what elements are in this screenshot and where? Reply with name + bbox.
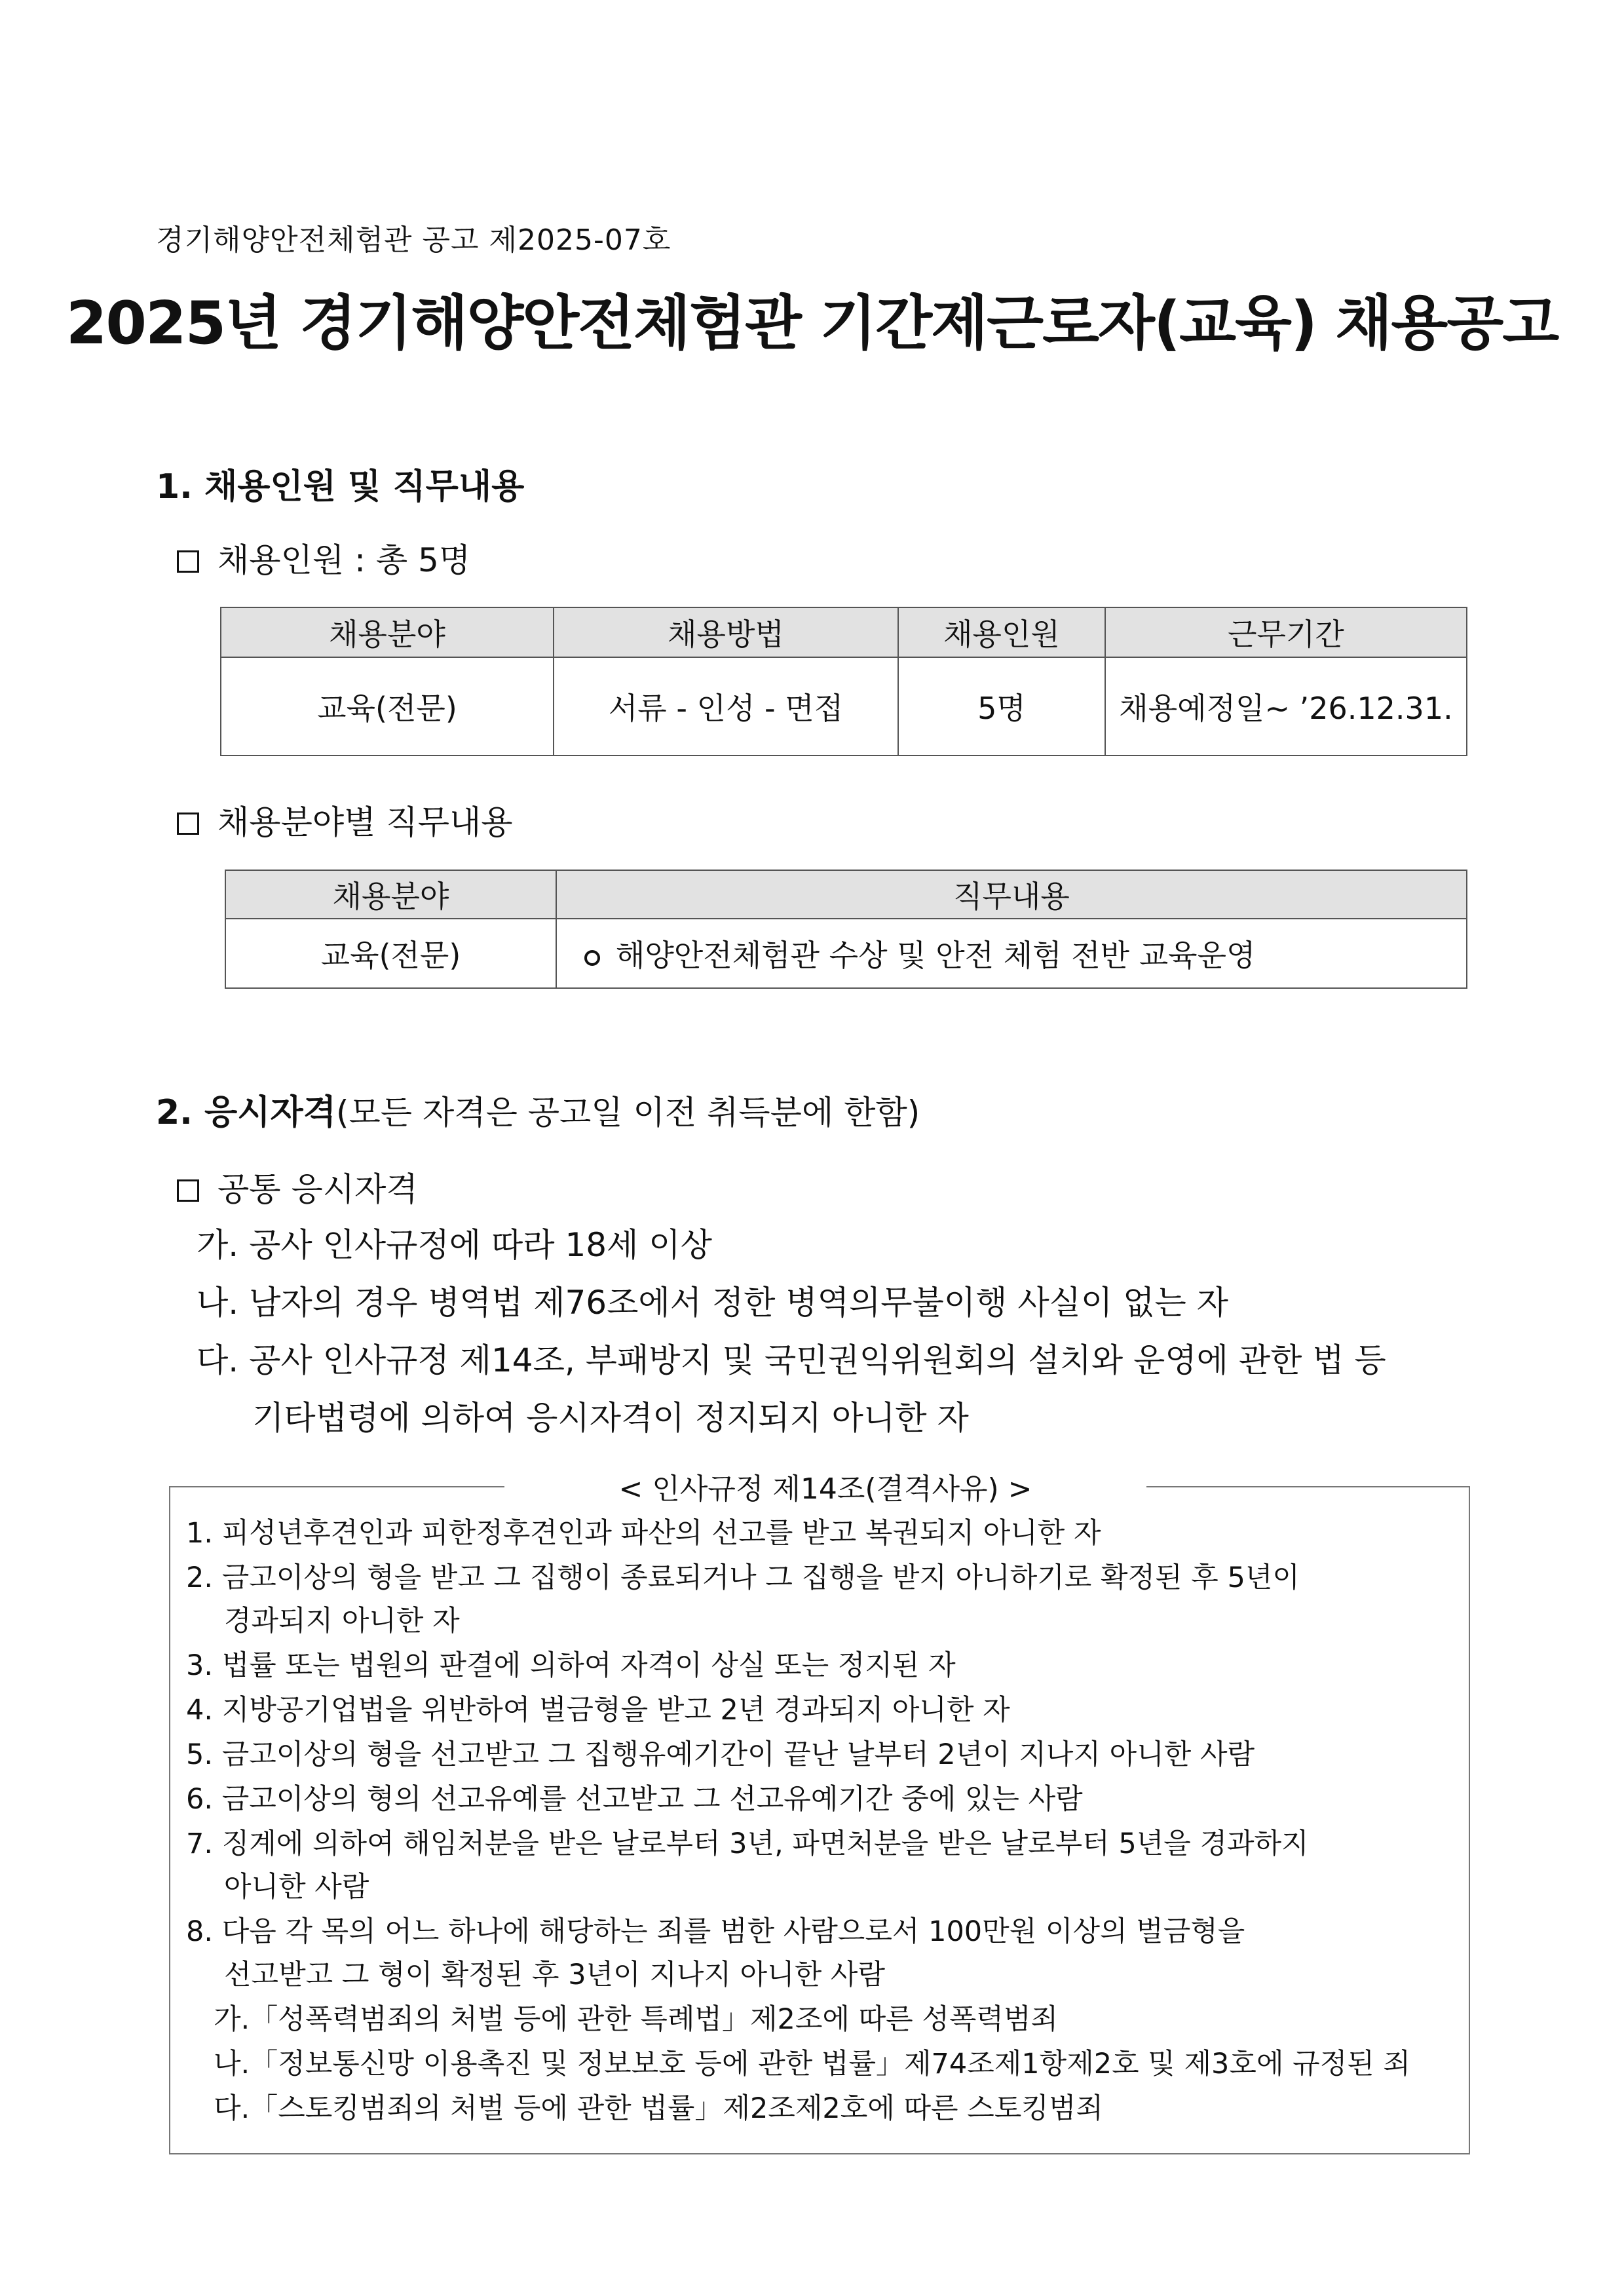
table-row	[225, 919, 1467, 988]
checkbox-square-icon	[177, 1179, 199, 1202]
table-header-row	[221, 607, 1467, 657]
table-cell: 5명	[898, 657, 1105, 756]
table-cell: 서류 - 인성 - 면접	[554, 657, 898, 756]
table-header-row	[225, 870, 1467, 919]
disqualification-item: 8. 다음 각 목의 어느 하나에 해당하는 죄를 범한 사람으로서 100만원 이상의 벌금형을	[186, 1915, 1245, 1948]
common-qualification-label: 공통 응시자격	[217, 1170, 418, 1208]
disqualification-box-title: < 인사규정 제14조(결격사유) >	[504, 1465, 1146, 1507]
disqualification-item-continued: 경과되지 아니한 자	[224, 1605, 460, 1637]
notice-number: 경기해양안전체험관 공고 제2025-07호	[156, 223, 671, 257]
section2-note: (모든 자격은 공고일 이전 취득분에 한함)	[335, 1094, 920, 1132]
table-cell: 채용예정일~ ’26.12.31.	[1105, 657, 1467, 756]
disqualification-subitem: 나.「정보통신망 이용촉진 및 정보보호 등에 관한 법률」제74조제1항제2호 및 제3호에 규정된 죄	[214, 2048, 1410, 2080]
section1-heading: 1. 채용인원 및 직무내용	[156, 467, 525, 507]
disqualification-item: 4. 지방공기업법을 위반하여 벌금형을 받고 2년 경과되지 아니한 자	[186, 1694, 1010, 1727]
table-header: 근무기간	[1105, 607, 1467, 657]
table-header: 채용분야	[221, 607, 554, 657]
disqualification-item: 7. 징계에 의하여 해임처분을 받은 날로부터 3년, 파면처분을 받은 날로부터 5년을 경과하지	[186, 1827, 1309, 1860]
section2-sub-common	[177, 1163, 418, 1210]
table-cell: 교육(전문)	[225, 919, 556, 988]
table-header: 채용방법	[554, 607, 898, 657]
disqualification-item: 6. 금고이상의 형의 선고유예를 선고받고 그 선고유예기간 중에 있는 사람	[186, 1783, 1083, 1816]
section1-sub-headcount	[177, 534, 470, 581]
headcount-label: 채용인원 : 총 5명	[217, 541, 471, 579]
table-row	[221, 657, 1467, 756]
disqualification-item: 2. 금고이상의 형을 받고 그 집행이 종료되거나 그 집행을 받지 아니하기로 확정된 후 5년이	[186, 1561, 1300, 1594]
table-header: 채용인원	[898, 607, 1105, 657]
checkbox-square-icon	[177, 550, 199, 573]
circle-bullet-icon	[584, 950, 600, 966]
qualification-item: 다. 공사 인사규정 제14조, 부패방지 및 국민권익위원회의 설치와 운영에 관한 법 등	[197, 1341, 1386, 1379]
duties-label: 채용분야별 직무내용	[217, 803, 513, 841]
disqualification-item: 3. 법률 또는 법원의 판결에 의하여 자격이 상실 또는 정지된 자	[186, 1649, 956, 1682]
disqualification-item-continued: 아니한 사람	[224, 1871, 369, 1904]
disqualification-item-continued: 선고받고 그 형이 확정된 후 3년이 지나지 아니한 사람	[224, 1959, 886, 1991]
qualification-item: 가. 공사 인사규정에 따라 18세 이상	[197, 1226, 712, 1264]
duty-text: 해양안전체험관 수상 및 안전 체험 전반 교육운영	[616, 938, 1256, 973]
qualification-item-continued: 기타법령에 의하여 응시자격이 정지되지 아니한 자	[252, 1399, 969, 1437]
table-cell-duty	[556, 919, 1467, 988]
table-header: 채용분야	[225, 870, 556, 919]
section2-title: 2. 응시자격	[156, 1093, 336, 1132]
disqualification-item: 5. 금고이상의 형을 선고받고 그 집행유예기간이 끝난 날부터 2년이 지나지 아니한 사람	[186, 1738, 1255, 1771]
section2-heading	[156, 1084, 920, 1134]
section1-sub-duties	[177, 796, 513, 843]
duties-table	[225, 870, 1467, 989]
disqualification-subitem: 가.「성폭력범죄의 처벌 등에 관한 특례법」제2조에 따른 성폭력범죄	[214, 2003, 1059, 2036]
recruitment-table	[220, 607, 1467, 756]
page-title: 2025년 경기해양안전체험관 기간제근로자(교육) 채용공고	[66, 289, 1558, 358]
table-cell: 교육(전문)	[221, 657, 554, 756]
table-header: 직무내용	[556, 870, 1467, 919]
checkbox-square-icon	[177, 813, 199, 835]
qualification-item: 나. 남자의 경우 병역법 제76조에서 정한 병역의무불이행 사실이 없는 자	[197, 1284, 1228, 1322]
disqualification-subitem: 다.「스토킹범죄의 처벌 등에 관한 법률」제2조제2호에 따른 스토킹범죄	[214, 2092, 1103, 2125]
disqualification-item: 1. 피성년후견인과 피한정후견인과 파산의 선고를 받고 복권되지 아니한 자	[186, 1517, 1101, 1550]
